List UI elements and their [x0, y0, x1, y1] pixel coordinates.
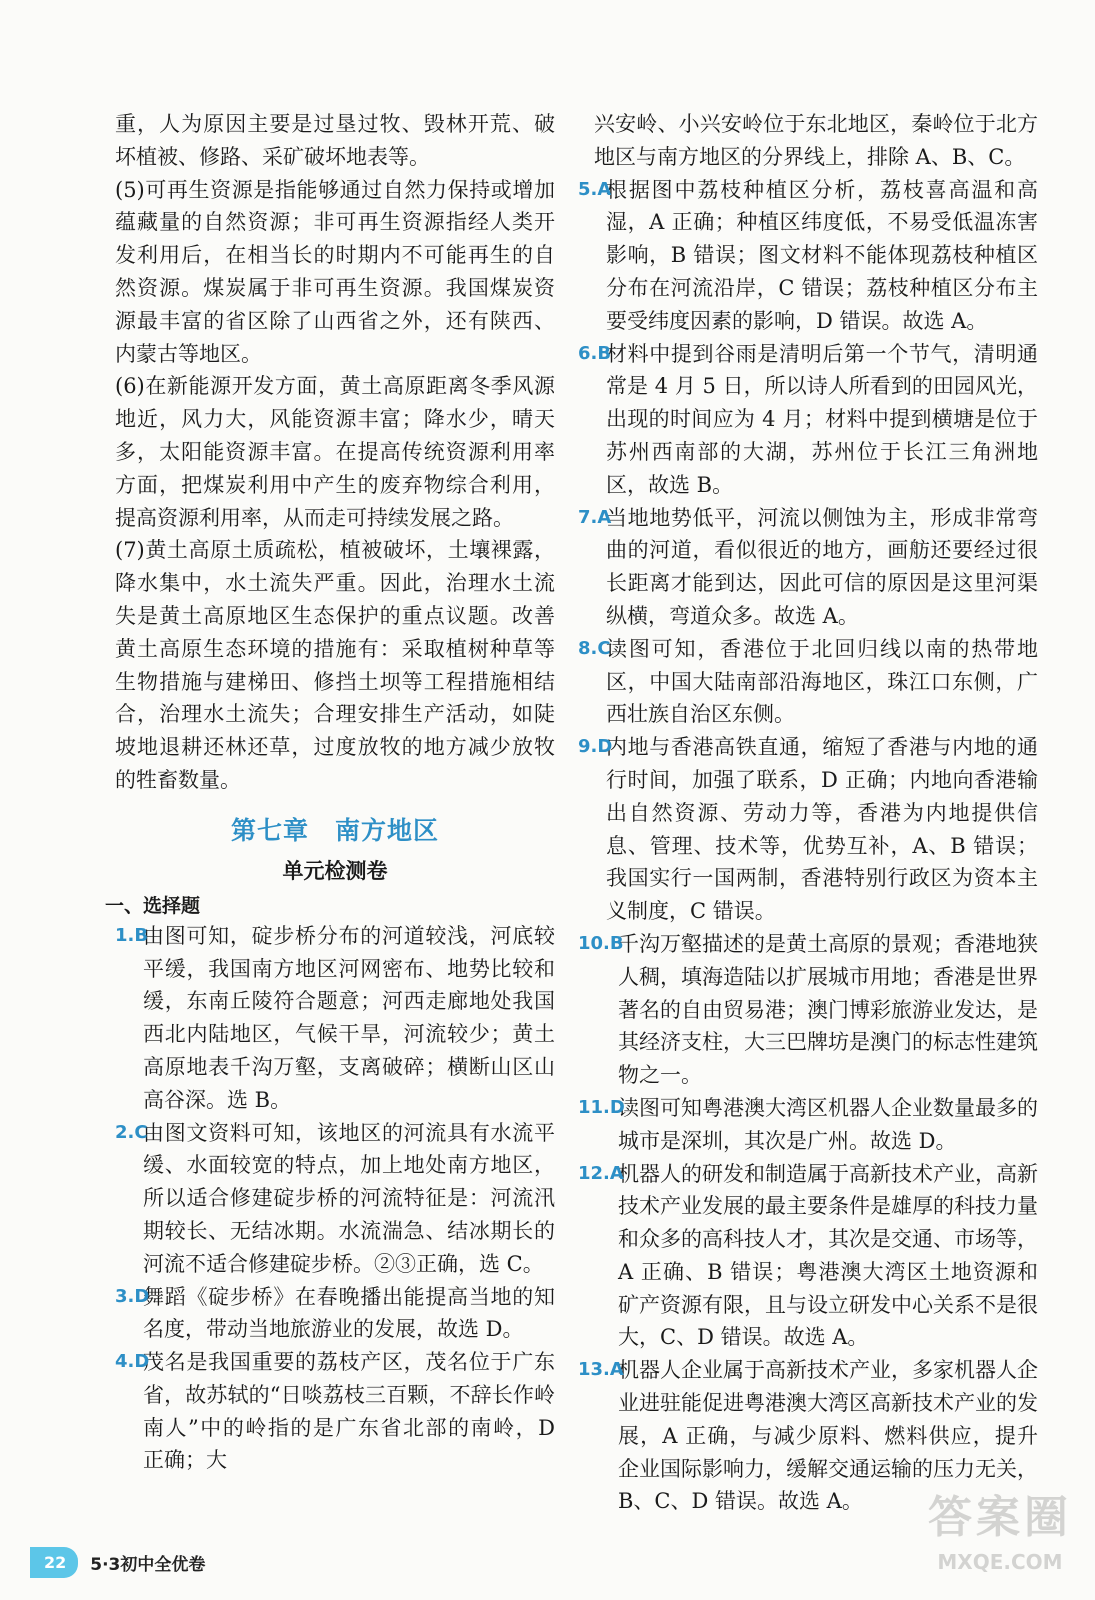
answer-item — [578, 633, 1038, 731]
answer-item — [115, 1346, 555, 1477]
answer-text: 由图可知，碇步桥分布的河道较浅，河底较平缓，我国南方地区河网密布、地势比较和缓，东南丘陵符合题意；河西走廊地处我国西北内陆地区，气候干旱，河流较少；黄土高原地表千沟万壑，支离破碎；横断山区山高谷深。选 B。 — [143, 923, 555, 1112]
answer-number: 13.A — [578, 1359, 624, 1381]
answer-number: 1.B — [115, 924, 149, 946]
answer-number: 3.D — [115, 1285, 150, 1307]
paragraph: (7)黄土高原土质疏松，植被破坏，土壤裸露，降水集中，水土流失严重。因此，治理水土流失是黄土高原地区生态保护的重点议题。改善黄土高原生态环境的措施有：采取植树种草等生物措施与建梯田、修挡土坝等工程措施相结合，治理水土流失；合理安排生产活动，如陡坡地退耕还林还草，过度放牧的地方减少放牧的牲畜数量。 — [115, 538, 555, 792]
answer-text: 根据图中荔枝种植区分析，荔枝喜高温和高湿，A 正确；种植区纬度低，不易受低温冻害影响，B 错误；图文材料不能体现荔枝种植区分布在河流沿岸，C 错误；荔枝种植区分布主要受纬度因素的影响，D 错误。故选 A。 — [606, 177, 1038, 333]
paragraph: (6)在新能源开发方面，黄土高原距离冬季风源地近，风力大，风能资源丰富；降水少，晴天多，太阳能资源丰富。在提高传统资源利用率方面，把煤炭利用中产生的废弃物综合利用，提高资源利用率，从而走可持续发展之路。 — [115, 374, 555, 530]
answer-number: 9.D — [578, 736, 613, 758]
answer-item — [578, 338, 1038, 502]
answer-text: 当地地势低平，河流以侧蚀为主，形成非常弯曲的河道，看似很近的地方，画舫还要经过很长距离才能到达，因此可信的原因是这里河渠纵横，弯道众多。故选 A。 — [606, 505, 1038, 628]
book-title: 5·3初中全优卷 — [90, 1554, 206, 1575]
answer-number: 11.D — [578, 1096, 625, 1118]
section-heading: 一、选择题 — [105, 894, 201, 917]
answer-item — [578, 1158, 1038, 1355]
left-column — [105, 108, 555, 1477]
answer-number: 2.C — [115, 1121, 148, 1143]
answer-item — [115, 920, 555, 1117]
answer-item — [115, 1117, 555, 1281]
answer-number: 4.D — [115, 1351, 150, 1373]
answer-text: 茂名是我国重要的荔枝产区，茂名位于广东省，故苏轼的“日啖荔枝三百颗，不辞长作岭南人”中的岭指的是广东省北部的南岭，D 正确；大 — [143, 1350, 555, 1473]
answer-text: 读图可知，香港位于北回归线以南的热带地区，中国大陆南部沿海地区，珠江口东侧，广西壮族自治区东侧。 — [606, 636, 1038, 727]
answer-text: 机器人的研发和制造属于高新技术产业，高新技术产业发展的最主要条件是雄厚的科技力量和众多的高科技人才，其次是交通、市场等，A 正确、B 错误；粤港澳大湾区土地资源和矿产资源有限，且与设立研发中心关系不是很大，C、D 错误。故选 A。 — [618, 1161, 1038, 1350]
paragraph: 兴安岭、小兴安岭位于东北地区，秦岭位于北方地区与南方地区的分界线上，排除 A、B、C。 — [594, 112, 1038, 169]
page-footer — [30, 1545, 205, 1579]
answer-item — [578, 502, 1038, 633]
chapter-title: 第七章 南方地区 — [230, 815, 439, 845]
answer-text: 由图文资料可知，该地区的河流具有水流平缓、水面较宽的特点，加上地处南方地区，所以适合修建碇步桥的河流特征是：河流汛期较长、无结冰期。水流湍急、结冰期长的河流不适合修建碇步桥。②③正确，选 C。 — [143, 1120, 555, 1276]
watermark-logo — [915, 1488, 1085, 1598]
answer-text: 内地与香港高铁直通，缩短了香港与内地的通行时间，加强了联系，D 正确；内地向香港输出自然资源、劳动力等，香港为内地提供信息、管理、技术等，优势互补，A、B 错误；我国实行一国两制，香港特别行政区为资本主义制度，C 错误。 — [606, 735, 1038, 924]
answer-text: 材料中提到谷雨是清明后第一个节气，清明通常是 4 月 5 日，所以诗人所看到的田园风光，出现的时间应为 4 月；材料中提到横塘是位于苏州西南部的大湖，苏州位于长江三角洲地区，故选 B。 — [606, 341, 1038, 497]
answer-item — [578, 928, 1038, 1092]
answer-number: 10.B — [578, 932, 624, 954]
answer-text: 机器人企业属于高新技术产业，多家机器人企业进驻能促进粤港澳大湾区高新技术产业的发展，A 正确，与减少原料、燃料供应，提升企业国际影响力，缓解交通运输的压力无关，B、C、D 错误。故选 A。 — [618, 1358, 1038, 1514]
answer-item — [115, 1281, 555, 1347]
answer-text: 读图可知粤港澳大湾区机器人企业数量最多的城市是深圳，其次是广州。故选 D。 — [618, 1095, 1038, 1153]
right-column — [578, 108, 1038, 1518]
answer-number: 8.C — [578, 637, 611, 659]
paragraph: 重，人为原因主要是过垦过牧、毁林开荒、破坏植被、修路、采矿破坏地表等。 — [115, 112, 555, 169]
watermark-url: MXQE.COM — [937, 1550, 1063, 1574]
answer-number: 6.B — [578, 342, 612, 364]
page-number: 22 — [30, 1547, 78, 1578]
answer-item — [578, 731, 1038, 928]
paragraph: (5)可再生资源是指能够通过自然力保持或增加蕴藏量的自然资源；非可再生资源指经人类开发利用后，在相当长的时期内不可能再生的自然资源。煤炭属于非可再生资源。我国煤炭资源最丰富的省区除了山西省之外，还有陕西、内蒙古等地区。 — [115, 177, 555, 366]
answer-text: 舞蹈《碇步桥》在春晚播出能提高当地的知名度，带动当地旅游业的发展，故选 D。 — [143, 1284, 555, 1342]
answer-number: 5.A — [578, 178, 612, 200]
watermark-text: 答案圈 — [928, 1492, 1072, 1543]
answer-text: 千沟万壑描述的是黄土高原的景观；香港地狭人稠，填海造陆以扩展城市用地；香港是世界著名的自由贸易港；澳门博彩旅游业发达，是其经济支柱，大三巴牌坊是澳门的标志性建筑物之一。 — [618, 931, 1038, 1088]
answer-item — [578, 1092, 1038, 1158]
unit-title: 单元检测卷 — [282, 858, 388, 883]
answer-number: 12.A — [578, 1162, 624, 1184]
answer-item — [578, 174, 1038, 338]
answer-number: 7.A — [578, 506, 612, 528]
